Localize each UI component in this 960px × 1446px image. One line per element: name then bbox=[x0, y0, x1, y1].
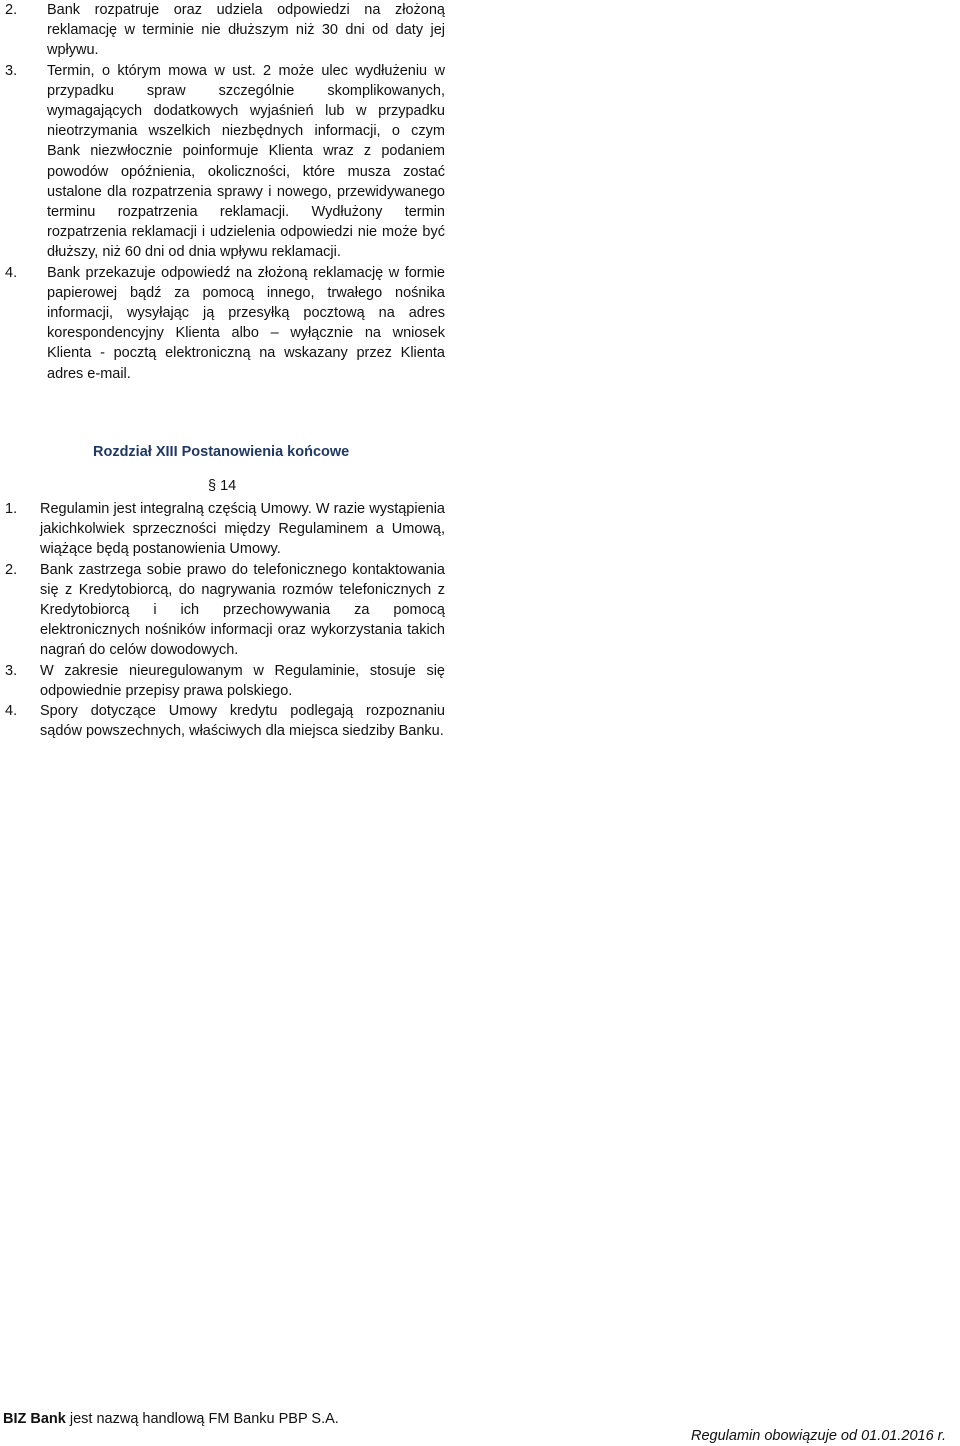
item-text: Regulamin jest integralną częścią Umowy. W razie wystąpienia jakichkolwiek sprzeczności między Regulaminem a Umową, wiążące będą postanowienia Umowy. bbox=[40, 501, 445, 558]
item-text: Bank zastrzega sobie prawo do telefonicznego kontaktowania się z Kredytobiorcą, do nagrywania rozmów telefonicznych z Kredytobiorcą i ich przechowywania za pomocą elektronicznych nośników informacji oraz wykorzystania takich nagrań do celów dowodowych. bbox=[40, 561, 445, 659]
list-item bbox=[5, 499, 445, 560]
list-item bbox=[5, 560, 445, 661]
complaints-list bbox=[5, 0, 445, 384]
item-text: Termin, o którym mowa w ust. 2 może ulec wydłużeniu w przypadku spraw szczególnie skomplikowanych, wymagających dodatkowych wyjaśnień lub w przypadku nieotrzymania wszelkich niezbędnych informacji, o czym Bank niezwłocznie poinformuje Klienta wraz z podaniem powodów opóźnienia, okoliczności, które musza zostać ustalone dla rozpatrzenia sprawy i nowego, przewidywanego terminu rozpatrzenia reklamacji. Wydłużony termin rozpatrzenia reklamacji i udzielenia odpowiedzi nie może być dłuższy, niż 60 dni od dnia wpływu reklamacji. bbox=[47, 62, 445, 261]
footer-brand: BIZ Bank bbox=[3, 1411, 66, 1427]
item-number: 1. bbox=[5, 501, 18, 517]
item-number: 2. bbox=[5, 561, 18, 578]
item-number: 2. bbox=[5, 2, 18, 18]
list-item bbox=[5, 661, 445, 701]
chapter-heading: Rozdział XIII Postanowienia końcowe bbox=[93, 444, 350, 460]
item-text: Spory dotyczące Umowy kredytu podlegają rozpoznaniu sądów powszechnych, właściwych dla miejsca siedziby Banku. bbox=[40, 703, 445, 740]
item-text: W zakresie nieuregulowanym w Regulaminie, stosuje się odpowiednie przepisy prawa polskiego. bbox=[40, 662, 445, 699]
item-text: Bank przekazuje odpowiedź na złożoną reklamację w formie papierowej bądź za pomocą innego, trwałego nośnika informacji, wysyłając ją przesyłką pocztową na adres korespondencyjny Klienta albo – wyłącznie na wniosek Klienta - pocztą elektroniczną na wskazany przez Klienta adres e-mail. bbox=[47, 264, 445, 382]
footer-brand-text: jest nazwą handlową FM Banku PBP S.A. bbox=[65, 1411, 339, 1427]
paragraph-mark: § 14 bbox=[208, 478, 237, 494]
item-number: 4. bbox=[5, 264, 18, 281]
footer-brand-note bbox=[3, 1411, 339, 1427]
list-item bbox=[5, 0, 445, 61]
list-item bbox=[5, 701, 445, 741]
item-number: 3. bbox=[5, 62, 18, 79]
final-provisions-list bbox=[5, 499, 445, 741]
list-item bbox=[5, 263, 445, 384]
footer-validity: Regulamin obowiązuje od 01.01.2016 r. bbox=[691, 1428, 946, 1444]
list-item bbox=[5, 61, 445, 263]
item-text: Bank rozpatruje oraz udziela odpowiedzi na złożoną reklamację w terminie nie dłuższym niż 30 dni od daty jej wpływu. bbox=[47, 2, 445, 59]
item-number: 3. bbox=[5, 662, 18, 679]
item-number: 4. bbox=[5, 703, 18, 720]
